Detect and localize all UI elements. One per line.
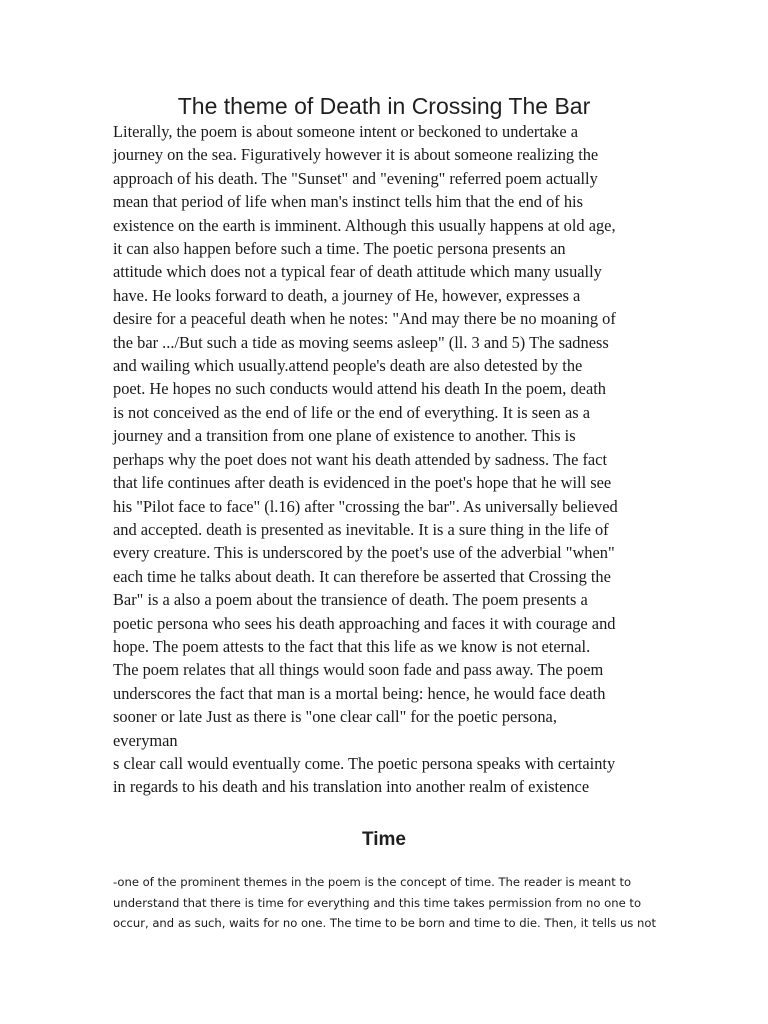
page-title: The theme of Death in Crossing The Bar <box>177 93 591 119</box>
text-line: that life continues after death is evidenced in the poet's hope that he will see <box>113 473 612 493</box>
text-line: it can also happen before such a time. The poetic persona presents an <box>113 239 566 259</box>
text-line: Literally, the poem is about someone intent or beckoned to undertake a <box>113 122 579 141</box>
text-line: understand that there is time for everything and this time takes permission from no one to <box>113 895 642 910</box>
text-line: underscores the fact that man is a mortal being: hence, he would face death <box>113 683 606 703</box>
text-line: approach of his death. The "Sunset" and "evening" referred poem actually <box>113 168 598 188</box>
text-line: s clear call would eventually come. The poetic persona speaks with certainty <box>113 753 616 773</box>
text-line: existence on the earth is imminent. Although this usually happens at old age, <box>113 215 616 235</box>
text-line: poet. He hopes no such conducts would attend his death In the poem, death <box>113 379 606 399</box>
text-line: the bar .../But such a tide as moving seems asleep" (ll. 3 and 5) The sadness <box>113 332 609 352</box>
text-line: and wailing which usually.attend people's death are also detested by the <box>113 356 583 376</box>
time-paragraph <box>113 872 658 934</box>
text-line: perhaps why the poet does not want his death attended by sadness. The fact <box>113 449 608 469</box>
text-line: desire for a peaceful death when he notes: "And may there be no moaning of <box>113 309 616 329</box>
text-line: poetic persona who sees his death approaching and faces it with courage and <box>113 613 616 633</box>
text-line: Bar" is a also a poem about the transience of death. The poem presents a <box>113 590 588 610</box>
text-line: every creature. This is underscored by the poet's use of the adverbial "when" <box>113 543 615 563</box>
text-line: mean that period of life when man's instinct tells him that the end of his <box>113 192 583 212</box>
text-line: his "Pilot face to face" (l.16) after "crossing the bar". As universally believed <box>113 496 618 516</box>
text-line: and accepted. death is presented as inevitable. It is a sure thing in the life of <box>113 519 609 539</box>
text-line: is not conceived as the end of life or the end of everything. It is seen as a <box>113 402 590 422</box>
text-line: attitude which does not a typical fear of death attitude which many usually <box>113 262 602 282</box>
text-line: journey and a transition from one plane of existence to another. This is <box>113 426 576 446</box>
main-paragraph <box>113 120 658 799</box>
text-line: have. He looks forward to death, a journey of He, however, expresses a <box>113 285 581 305</box>
text-line: -one of the prominent themes in the poem is the concept of time. The reader is meant to <box>113 875 632 889</box>
text-line: in regards to his death and his translation into another realm of existence <box>113 777 590 797</box>
text-line: sooner or late Just as there is "one clear call" for the poetic persona, <box>113 707 557 727</box>
text-line: occur, and as such, waits for no one. The time to be born and time to die. Then, it tells us not <box>113 916 657 930</box>
section-heading-time: Time <box>361 829 406 850</box>
text-line: everyman <box>113 730 178 750</box>
text-line: each time he talks about death. It can therefore be asserted that Crossing the <box>113 566 611 586</box>
text-line: The poem relates that all things would soon fade and pass away. The poem <box>113 660 604 680</box>
text-line: hope. The poem attests to the fact that this life as we know is not eternal. <box>113 636 591 656</box>
text-line: journey on the sea. Figuratively however it is about someone realizing the <box>113 145 599 165</box>
